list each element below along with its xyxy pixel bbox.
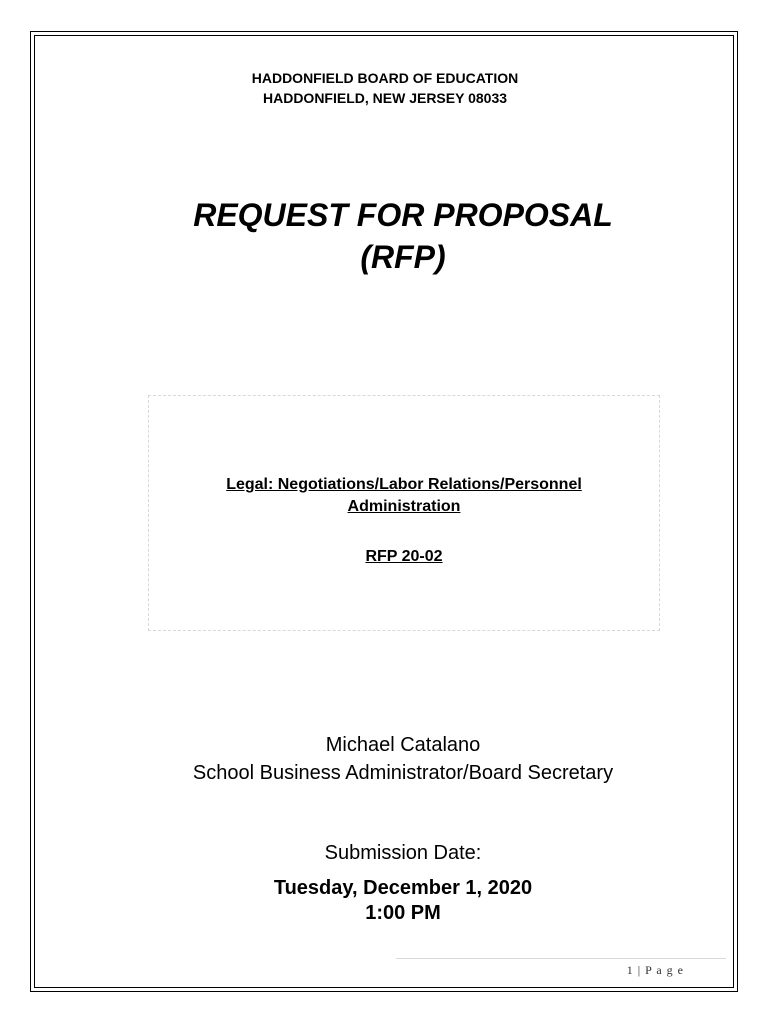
organization-address: HADDONFIELD, NEW JERSEY 08033 bbox=[262, 90, 508, 106]
submission-time: 1:00 PM bbox=[365, 902, 441, 924]
submission-label: Submission Date: bbox=[324, 842, 482, 864]
contact-block bbox=[0, 731, 770, 787]
rfp-number: RFP 20-02 bbox=[365, 548, 443, 565]
page-number: 1 | P a g e bbox=[626, 963, 684, 977]
title-line-1: REQUEST FOR PROPOSAL bbox=[193, 197, 613, 233]
submission-date-block bbox=[0, 876, 770, 926]
contact-role: School Business Administrator/Board Secretary bbox=[192, 762, 614, 784]
organization-name: HADDONFIELD BOARD OF EDUCATION bbox=[251, 70, 519, 86]
document-title bbox=[0, 194, 770, 278]
title-line-2: (RFP) bbox=[360, 239, 446, 275]
submission-date: Tuesday, December 1, 2020 bbox=[273, 877, 533, 899]
subject-text bbox=[148, 474, 660, 518]
contact-name: Michael Catalano bbox=[325, 734, 481, 756]
submission-label-wrapper bbox=[0, 839, 770, 867]
subject-line-2: Administration bbox=[347, 498, 461, 515]
footer-rule bbox=[396, 958, 726, 959]
document-header bbox=[0, 68, 770, 108]
subject-line-1: Legal: Negotiations/Labor Relations/Personnel bbox=[226, 476, 582, 493]
